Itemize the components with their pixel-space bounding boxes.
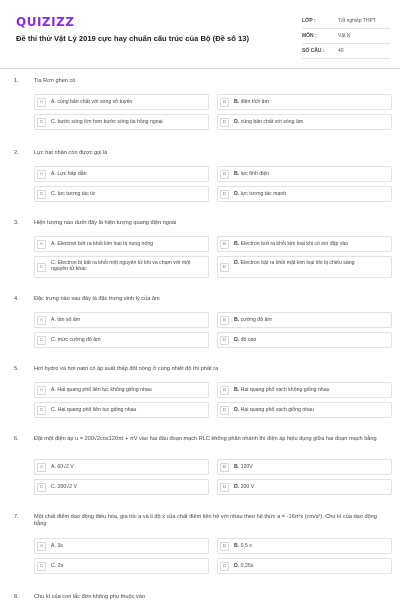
option-text: D. Hai quang phổ vạch giống nhau (234, 407, 314, 413)
option-letter: D (220, 406, 229, 415)
option-d[interactable] (217, 402, 392, 418)
question-number: 5. (14, 366, 19, 372)
question-text: Tia Rơn ghen có (34, 78, 76, 84)
option-letter: A (37, 316, 46, 325)
option-row (34, 459, 392, 475)
option-text: B. 0,5 s (234, 543, 252, 549)
question-4 (0, 296, 400, 366)
option-c[interactable] (34, 186, 209, 202)
option-row (34, 256, 392, 278)
option-a[interactable] (34, 166, 209, 182)
option-text: A. 60√2 V (51, 464, 74, 470)
option-d[interactable] (217, 332, 392, 348)
question-text: Chu kì của con lắc đơn không phụ thuộc vào (34, 594, 145, 600)
option-letter: C (37, 118, 46, 127)
options (34, 538, 392, 578)
option-letter: D (220, 190, 229, 199)
option-row (34, 382, 392, 398)
question-3 (0, 220, 400, 296)
document-title: Đề thi thử Vật Lý 2019 cực hay chuẩn cấu trúc của Bộ (Đề số 13) (16, 34, 249, 43)
option-label: B. (234, 241, 240, 247)
question-number: 7. (14, 514, 19, 520)
meta-box (302, 14, 390, 59)
option-label: B. (234, 543, 240, 549)
question-number: 3. (14, 220, 19, 226)
options (34, 382, 392, 422)
option-row (34, 558, 392, 574)
option-label: B. (234, 171, 240, 177)
option-text: B. cường độ âm (234, 317, 272, 323)
option-letter: A (37, 170, 46, 179)
meta-value: Tốt nghiệp THPT (338, 18, 376, 24)
option-c[interactable] (34, 256, 209, 278)
option-letter: B (220, 98, 229, 107)
question-number: 1. (14, 78, 19, 84)
option-label: B. (234, 99, 240, 105)
option-letter: A (37, 98, 46, 107)
option-text: D. Electron bật ra khỏi mặt kim loại khi bị chiếu sáng (234, 260, 355, 266)
option-text: A. 3s (51, 543, 63, 549)
option-text: C. mức cường độ âm (51, 337, 101, 343)
option-label: D. (234, 191, 240, 197)
option-a[interactable] (34, 236, 209, 252)
option-letter: D (220, 118, 229, 127)
option-text: C. Hai quang phổ liên tục giống nhau (51, 407, 137, 413)
options (34, 166, 392, 206)
option-d[interactable] (217, 256, 392, 278)
option-row (34, 479, 392, 495)
option-letter: D (220, 263, 229, 272)
option-letter: A (37, 240, 46, 249)
option-row (34, 166, 392, 182)
option-a[interactable] (34, 538, 209, 554)
option-letter: D (220, 483, 229, 492)
question-number: 8. (14, 594, 19, 600)
meta-value: Vật lý (338, 33, 351, 39)
option-text: B. Hai quang phổ vạch không giống nhau (234, 387, 330, 393)
question-text: Đặc trưng nào sau đây là đặc trưng sinh lý của âm (34, 296, 160, 302)
option-c[interactable] (34, 558, 209, 574)
option-d[interactable] (217, 186, 392, 202)
header (0, 0, 400, 66)
option-c[interactable] (34, 332, 209, 348)
option-text: C. bước sóng lớn hơn bước sóng tia hồng ngoại (51, 119, 163, 125)
option-label: D. (234, 337, 240, 343)
question-number: 2. (14, 150, 19, 156)
quizizz-logo: QUIZIZZ (16, 15, 75, 29)
option-row (34, 538, 392, 554)
option-letter: B (220, 316, 229, 325)
option-b[interactable] (217, 94, 392, 110)
option-row (34, 332, 392, 348)
option-row (34, 94, 392, 110)
question-text: Một chất điểm dao động điều hòa, gia tốc a và li độ x của chất điểm liên hệ với nhau theo hệ thức a = -16π²x (cm/s²). Chu kì của dao động bằng (34, 514, 377, 528)
option-label: D. (234, 407, 240, 413)
option-c[interactable] (34, 402, 209, 418)
option-row (34, 312, 392, 328)
meta-value: 40 (338, 48, 344, 54)
question-number: 4. (14, 296, 19, 302)
option-b[interactable] (217, 459, 392, 475)
option-label: D. (234, 563, 240, 569)
option-letter: D (220, 562, 229, 571)
option-row (34, 236, 392, 252)
meta-row-count (302, 44, 390, 59)
option-text: D. độ cao (234, 337, 257, 343)
option-letter: B (220, 386, 229, 395)
option-label: D. (234, 260, 240, 266)
question-text: Hiện tượng nào dưới đây là hiện tượng quang điện ngoài (34, 220, 177, 226)
option-label: D. (234, 484, 240, 490)
option-letter: C (37, 483, 46, 492)
option-letter: A (37, 463, 46, 472)
option-text: D. 0,25s (234, 563, 254, 569)
option-letter: B (220, 170, 229, 179)
option-row (34, 402, 392, 418)
option-label: D. (234, 119, 240, 125)
question-6 (0, 436, 400, 514)
question-2 (0, 150, 400, 220)
option-text: D. cùng bản chất với sóng âm (234, 119, 304, 125)
option-text: B. Electron bứt ra khỏi kim loại khi có ion đập vào (234, 241, 349, 247)
meta-row-subject (302, 29, 390, 44)
meta-key: LỚP : (302, 18, 316, 24)
option-label: B. (234, 317, 240, 323)
option-d[interactable] (217, 479, 392, 495)
meta-key: SỐ CÂU : (302, 48, 325, 54)
option-d[interactable] (217, 558, 392, 574)
question-text: Hơi hydro và hơi natri có áp suất thấp đốt nóng ở cùng nhiệt độ thì phát ra (34, 366, 219, 372)
option-text: C. Electron bị bật ra khỏi một nguyên tử khi va chạm với một nguyên tử khác (51, 260, 191, 272)
option-a[interactable] (34, 459, 209, 475)
option-text: C. 200√2 V (51, 484, 77, 490)
option-text: A. cùng bản chất với sóng vô tuyến (51, 99, 133, 105)
option-b[interactable] (217, 312, 392, 328)
option-text: B. điện tích âm (234, 99, 269, 105)
option-letter: D (220, 336, 229, 345)
options (34, 236, 392, 282)
option-b[interactable] (217, 382, 392, 398)
option-c[interactable] (34, 479, 209, 495)
question-list (0, 78, 400, 600)
option-label: B. (234, 464, 240, 470)
option-letter: B (220, 542, 229, 551)
option-row (34, 114, 392, 130)
meta-key: MÔN : (302, 33, 317, 39)
header-divider (0, 68, 400, 69)
option-text: B. 120V (234, 464, 253, 470)
option-label: B. (234, 387, 240, 393)
options (34, 94, 392, 134)
option-a[interactable] (34, 312, 209, 328)
option-text: D. lực tương tác mạnh (234, 191, 287, 197)
question-text: Đặt một điện áp u = 200√2cos120πt + πV vào hai đầu đoạn mạch RLC không phân nhánh thì điện áp hiệu dụng giữa hai đoạn mạch bằng (34, 436, 377, 442)
option-letter: C (37, 406, 46, 415)
option-row (34, 186, 392, 202)
question-1 (0, 78, 400, 150)
question-7 (0, 514, 400, 594)
question-text: Lực hạt nhân còn được gọi là (34, 150, 108, 156)
option-letter: C (37, 263, 46, 272)
option-b[interactable] (217, 538, 392, 554)
option-text: A. Hai quang phổ liên tục không giống nhau (51, 387, 152, 393)
option-c[interactable] (34, 114, 209, 130)
options (34, 459, 392, 499)
option-a[interactable] (34, 94, 209, 110)
option-letter: B (220, 240, 229, 249)
option-text: D. 200 V (234, 484, 255, 490)
option-letter: C (37, 190, 46, 199)
meta-row-class (302, 14, 390, 29)
option-text: A. Electron bứt ra khỏi kim loại bị nung nóng (51, 241, 154, 247)
option-b[interactable] (217, 166, 392, 182)
option-text: B. lực tĩnh điện (234, 171, 270, 177)
options (34, 312, 392, 352)
option-b[interactable] (217, 236, 392, 252)
option-letter: A (37, 386, 46, 395)
option-letter: C (37, 336, 46, 345)
option-letter: A (37, 542, 46, 551)
option-text: A. Lực hấp dẫn (51, 171, 87, 177)
option-letter: B (220, 463, 229, 472)
option-text: C. lực tương tác từ (51, 191, 96, 197)
question-5 (0, 366, 400, 436)
option-text: A. tần số âm (51, 317, 81, 323)
option-a[interactable] (34, 382, 209, 398)
question-8 (0, 594, 400, 600)
option-text: C. 2s (51, 563, 64, 569)
option-letter: C (37, 562, 46, 571)
option-d[interactable] (217, 114, 392, 130)
question-number: 6. (14, 436, 19, 442)
